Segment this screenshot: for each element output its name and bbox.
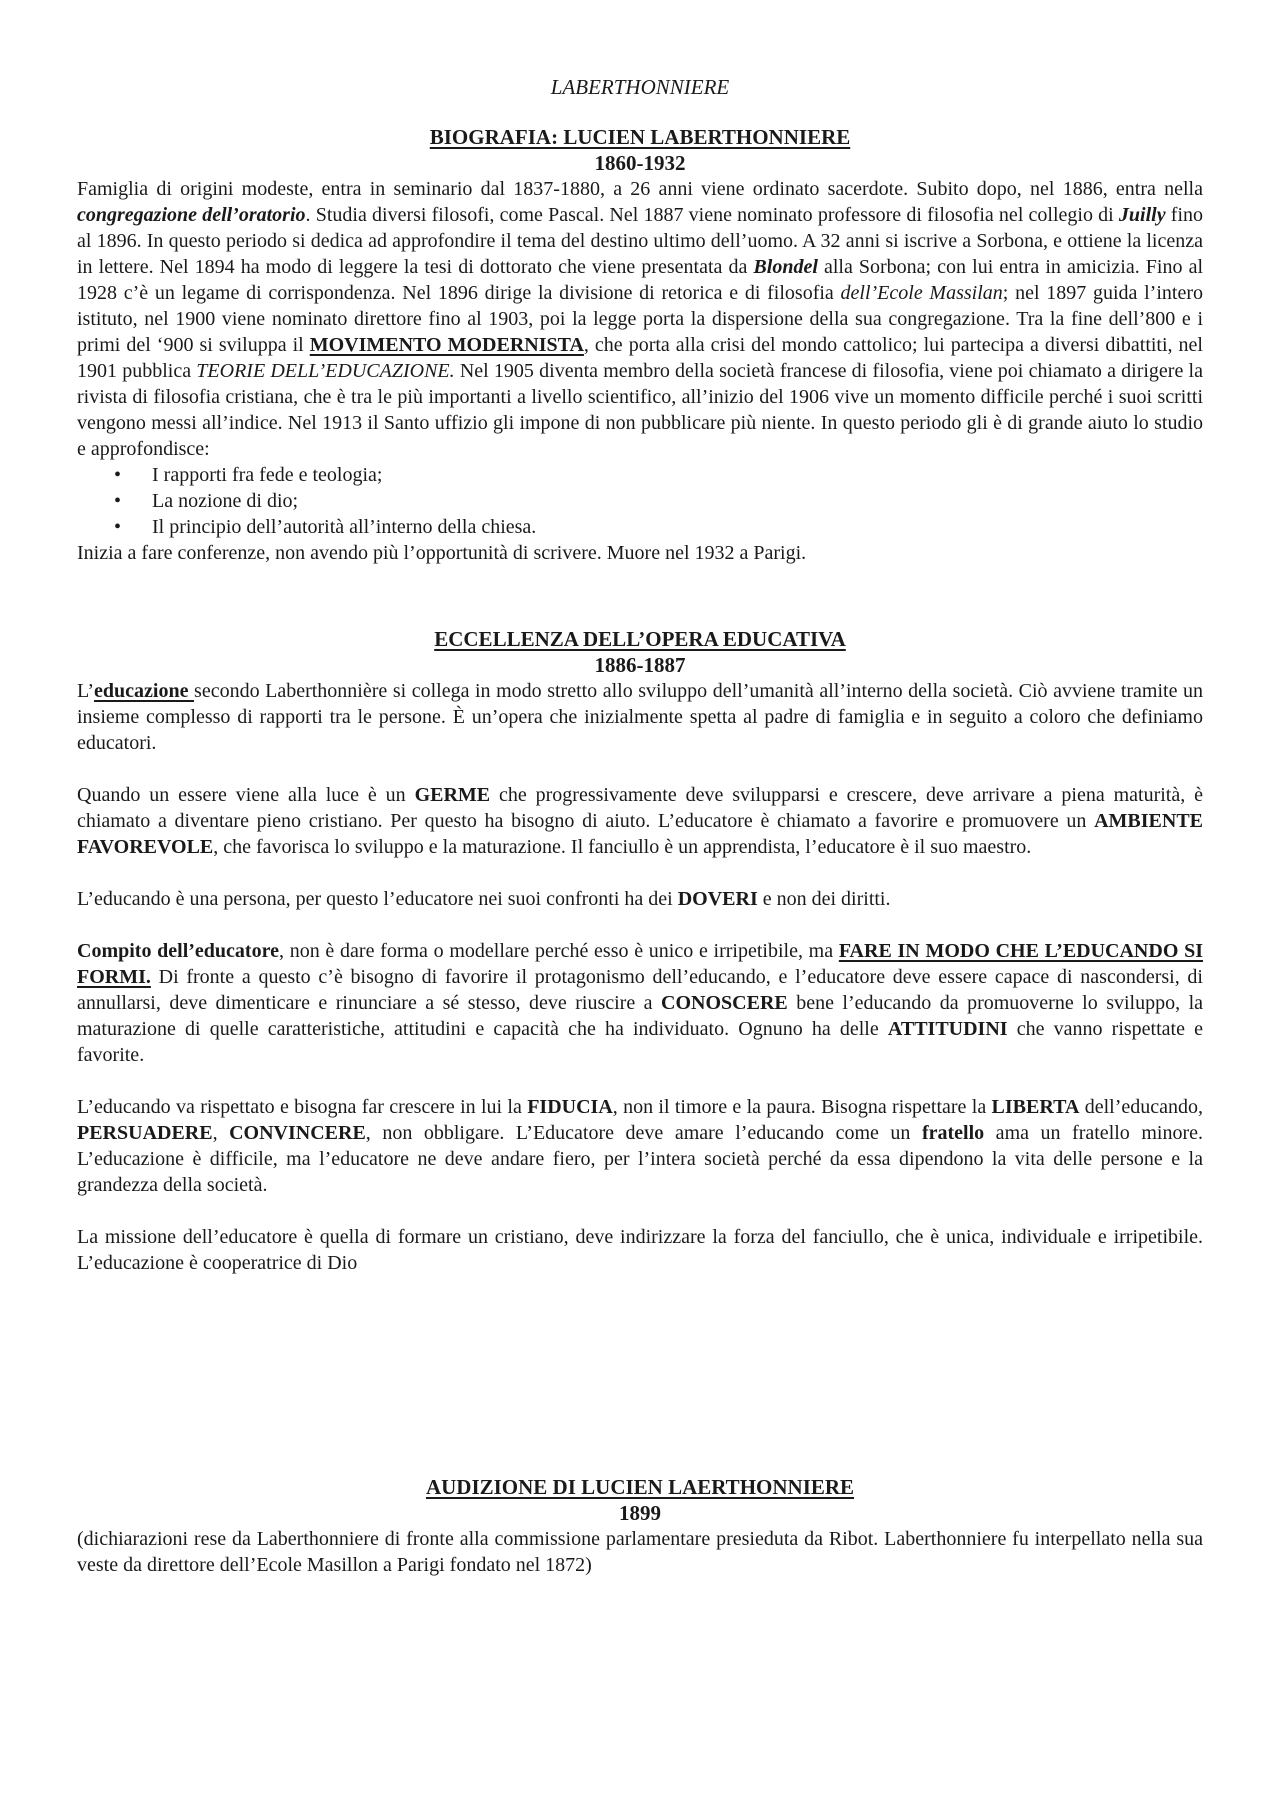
list-item-text: La nozione di dio; [152,490,299,512]
text-run: Di fronte a questo c’è bisogno di favorire il protagonismo dell’educando, e l’educatore deve essere capace di nascondersi, di annullarsi, deve dimenticare e rinunciare a sé stesso, deve riuscire a [77,966,1203,1014]
emphasis-text: FIDUCIA [527,1096,613,1118]
emphasis-text: Blondel [753,256,818,278]
text-run: che progressivamente deve svilupparsi e crescere, deve arrivare a piena maturità, è chiamato a diventare pieno cristiano. Per questo ha bisogno di aiuto. L’educatore è chiamato a favorire e promuovere un [77,784,1203,832]
text-run: ama un fratello minore. L’educazione è difficile, ma l’educatore ne deve andare fiero, per l’intera società perché da essa dipendono la vita delle persone e la grandezza della società. [77,1122,1203,1196]
emphasis-text: GERME [414,784,491,806]
paragraph [77,782,1203,860]
document-body [77,74,1203,1578]
section-audizione [77,1474,1203,1578]
text-run: L’educando è una persona, per questo l’educatore nei suoi confronti ha dei [77,888,678,910]
paragraph [77,678,1203,756]
heading-text: AUDIZIONE DI LUCIEN LAERTHONNIERE [425,1475,855,1499]
list-item [114,488,1203,514]
text-run: fino al 1896. In questo periodo si dedica ad approfondire il tema del destino ultimo dell’uomo. A 32 anni si iscrive a Sorbona, e ottiene la licenza in lettere. Nel 1894 ha modo di leggere la tesi di dottorato che viene presentata da [77,204,1203,278]
section-eccellenza [77,626,1203,1276]
bullet-icon: • [114,464,122,486]
emphasis-text: Compito dell’educatore [77,940,279,962]
paragraph: La missione dell’educatore è quella di formare un cristiano, deve indirizzare la forza del fanciullo, che è unica, individuale e irripetibile. L’educazione è cooperatrice di Dio [77,1226,1203,1274]
text-run: , che porta alla crisi del mondo cattolico; lui partecipa a diversi dibattiti, nel 1901 pubblica [77,334,1203,382]
bullet-icon: • [114,516,122,538]
text-run: Quando un essere viene alla luce è un [77,784,415,806]
italic-text: dell’Ecole Massilan [840,282,1003,304]
emphasis-text: CONOSCERE [661,992,788,1014]
text-run: Famiglia di origini modeste, entra in seminario dal 1837-1880, a 26 anni viene ordinato sacerdote. Subito dopo, nel 1886, entra nella [77,178,1203,200]
bullet-icon: • [114,490,122,512]
paragraph [77,1094,1203,1198]
list-item-text: Il principio dell’autorità all’interno della chiesa. [152,516,537,538]
text-run: , che favorisca lo sviluppo e la maturazione. Il fanciullo è un apprendista, l’educatore è il suo maestro. [213,836,1032,858]
bio-closing-paragraph: Inizia a fare conferenze, non avendo più l’opportunità di scrivere. Muore nel 1932 a Parigi. [77,542,807,564]
emphasis-text: educazione [94,680,195,702]
emphasis-text: AMBIENTE FAVOREVOLE [77,810,1203,858]
text-run: , non il timore e la paura. Bisogna rispettare la [612,1096,992,1118]
section-spacer [77,566,1203,626]
text-run: alla Sorbona; con lui entra in amicizia. Fino al 1928 c’è un legame di corrispondenza. Nel 1896 dirige la divisione di retorica e di filosofia [77,256,1203,304]
text-run: , non è dare forma o modellare perché esso è unico e irripetibile, ma [279,940,839,962]
text-run: dell’educando, [1079,1096,1204,1118]
section-heading [77,124,1203,150]
paragraph [77,938,1203,1068]
emphasis-text: FARE IN MODO CHE L’EDUCANDO SI FORMI. [77,940,1204,988]
text-run: , [212,1122,230,1144]
section-dates: 1899 [619,1501,661,1525]
text-run: che vanno rispettate e favorite. [77,1018,1203,1066]
section-heading [77,1474,1203,1500]
emphasis-text: MOVIMENTO MODERNISTA [309,334,584,356]
text-run: bene l’educando da promuoverne lo sviluppo, la maturazione di quelle caratteristiche, attitudini e capacità che ha individuato. Ognuno ha delle [77,992,1203,1040]
italic-text: TEORIE DELL’EDUCAZIONE. [196,360,455,382]
running-title: LABERTHONNIERE [550,75,730,99]
section-spacer [77,1276,1203,1474]
bio-paragraph [77,176,1203,462]
emphasis-text: congregazione dell’oratorio [77,204,306,226]
bullet-list [77,462,1203,540]
list-item-text: I rapporti fra fede e teologia; [152,464,383,486]
emphasis-text: Juilly [1118,204,1166,226]
heading-text: BIOGRAFIA: LUCIEN LABERTHONNIERE [429,125,851,149]
text-run: L’ [77,680,95,702]
text-run: e non dei diritti. [757,888,891,910]
text-run: secondo Laberthonnière si collega in modo stretto allo sviluppo dell’umanità all’interno della società. Ciò avviene tramite un insieme complesso di rapporti tra le persone. È un’opera che inizialmente spetta al padre di famiglia e in seguito a coloro che definiamo educatori. [77,680,1204,754]
section-heading [77,626,1203,652]
emphasis-text: ATTITUDINI [887,1018,1008,1040]
emphasis-text: fratello [921,1122,985,1144]
text-run: , non obbligare. L’Educatore deve amare l’educando come un [365,1122,922,1144]
section-dates: 1886-1887 [594,653,686,677]
list-item [114,462,1203,488]
heading-text: ECCELLENZA DELL’OPERA EDUCATIVA [434,627,846,651]
emphasis-text: LIBERTA [991,1096,1080,1118]
text-run: Nel 1905 diventa membro della società francese di filosofia, viene poi chiamato a dirigere la rivista di filosofia cristiana, che è tra le più importanti a livello scientifico, all’inizio del 1906 vive un momento difficile perché i suoi scritti vengono messi all’indice. Nel 1913 il Santo uffizio gli impone di non pubblicare più niente. In questo periodo gli è di grande aiuto lo studio e approfondisce: [77,360,1203,460]
emphasis-text: PERSUADERE [77,1122,213,1144]
text-run: . Studia diversi filosofi, come Pascal. Nel 1887 viene nominato professore di filosofia nel collegio di [305,204,1119,226]
list-item [114,514,1203,540]
text-run: ; nel 1897 guida l’intero istituto, nel 1900 viene nominato direttore fino al 1903, poi la legge porta la dispersione della sua congregazione. Tra la fine dell’800 e i primi del ‘900 si sviluppa il [77,282,1203,356]
emphasis-text: DOVERI [677,888,758,910]
paragraph: (dichiarazioni rese da Laberthonniere di fronte alla commissione parlamentare presieduta da Ribot. Laberthonniere fu interpellato nella sua veste da direttore dell’Ecole Masillon a Parigi fondato nel 1872) [77,1528,1203,1576]
emphasis-text: CONVINCERE [229,1122,366,1144]
section-biografia [77,124,1203,566]
text-run: L’educando va rispettato e bisogna far crescere in lui la [77,1096,528,1118]
section-dates: 1860-1932 [594,151,686,175]
paragraph [77,886,1203,912]
